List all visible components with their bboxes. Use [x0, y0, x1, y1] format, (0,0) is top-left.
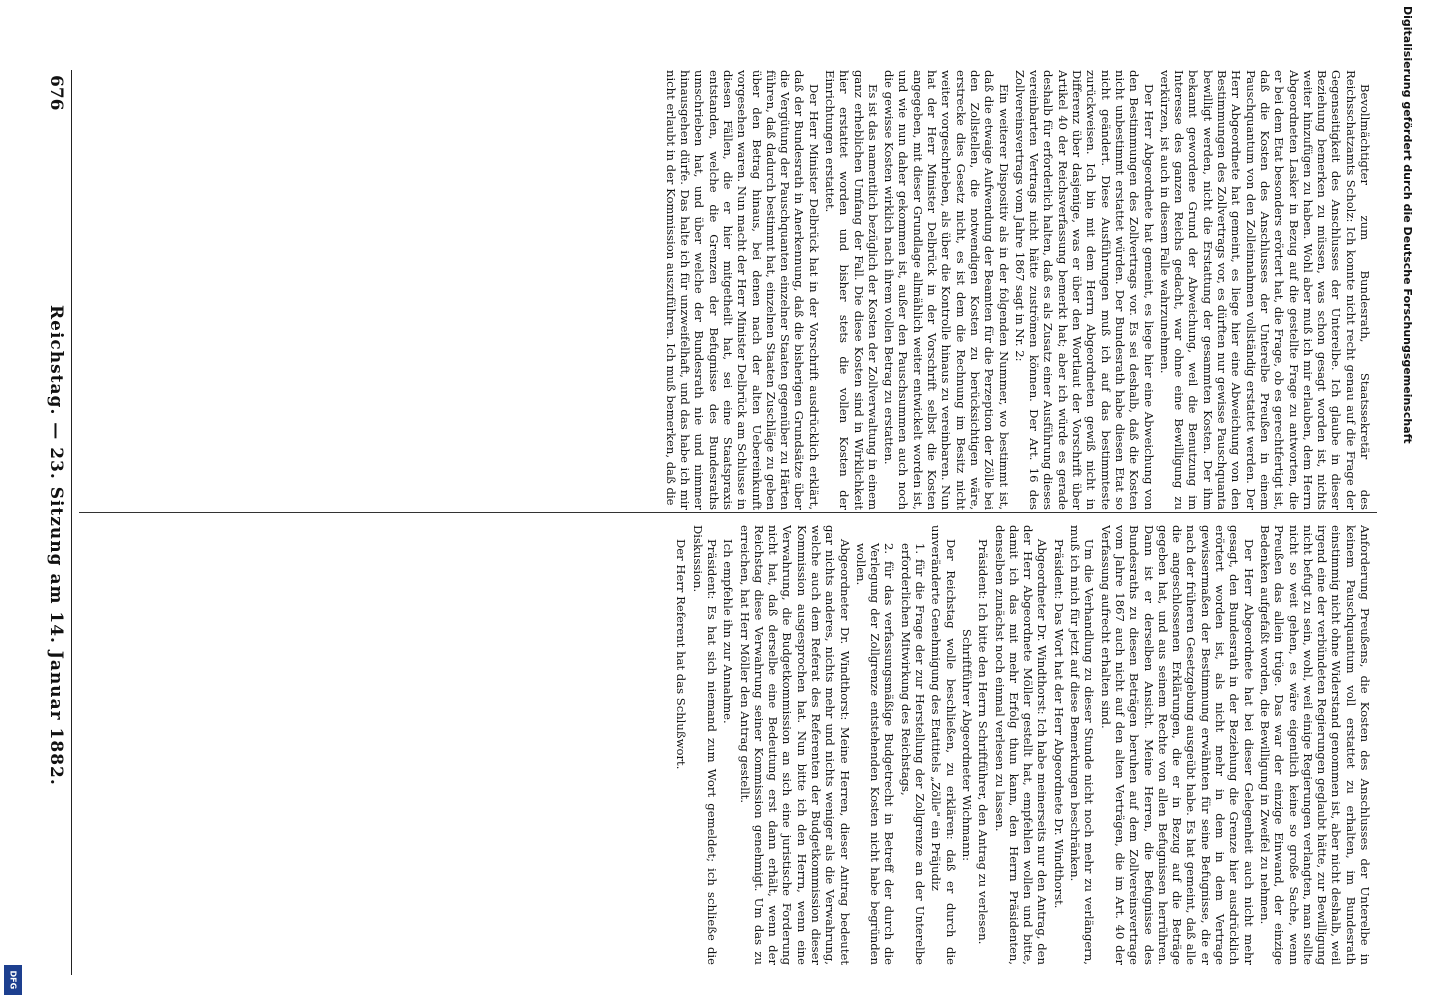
- page-number: 676: [46, 75, 66, 111]
- paragraph: Ein weiterer Dispositiv als in der folgenden Nummer, wo bestimmt ist, daß die etwaige Aufwendung der Beamten für die Perzeption der Zölle bei den Zollstellen, die notwendigen Kosten zu berücksichtigen wäre, erstrecke dies Gesetz nicht, es ist dem die Rechnung im Besitz nicht weiter vorgeschrieben, als über die Kontrolle hinaus zu vereinbaren. Nun hat der Herr Minister Delbrück in der Vorschrift selbst die Kosten angegeben, mit dieser Grundlage allmählich weiter entwickelt worden ist, und wie nun daher gekommen ist, außer den Pauschsummen auch noch die gewisse Kosten wirklich nach ihrem vollen Betrag zu erstatten.: [882, 70, 1011, 510]
- motion-item: 2. für das verfassungsmäßige Budgetrecht in Betreff der durch die Verlegung der Zollgrenze entstehenden Kosten nicht habe begründen wollen.: [853, 543, 897, 965]
- motion-item: 1. für die Frage der zur Herstellung der Zollgrenze an der Unterelbe erforderlichen Mitwirkung des Reichstags,: [898, 543, 928, 965]
- dfg-logo-text: DFG: [8, 970, 18, 990]
- paragraph: Bevollmächtigter zum Bundesrath, Staatssekretär des Reichsschatzamts Scholz: Ich konnte nicht recht genau auf die Frage der Gegenseitigkeit des Anschlusses der Unterelbe. Ich glaube in dieser Beziehung bemerken zu müssen, was schon gesagt worden ist, nichts weiter hinzufügen zu haben. Wohl aber muß ich mir erlauben, dem Herrn Abgeordneten Lasker in Bezug auf die gestellte Frage zu antworten, die er bei dem Etat besonders erörtert hat, die Frage, ob es gerechtfertigt ist, daß die Kosten des Anschlusses der Unterelbe Preußen in einem Pauschquantum von den Zolleinnahmen vollständig erstattet werden. Der Herr Abgeordnete hat gemeint, es liege hier eine Abweichung von den Bestimmungen des Zollvertrags vor, es dürften nur gewisse Pauschquanta bewilligt werden, nicht die Erstattung der gesammten Kosten. Der ihm bekannt gewordene Grund der Abweichung, weil die Benutzung im Interesse des ganzen Reichs gedacht, war ohne eine Bewilligung zu verkürzen, ist auch in diesem Falle wahrzunehmen.: [1157, 70, 1372, 510]
- speaker-paragraph: Präsident: Das Wort hat der Herr Abgeordnete Dr. Windthorst.: [1051, 539, 1066, 909]
- column-divider: [79, 512, 1377, 513]
- paragraph: Anforderung Preußens, die Kosten des Anschlusses der Unterelbe in keinem Pauschquantum voll erstattet zu erhalten, im Bundesrath einstimmig nicht ohne Widerstand genommen ist, aber nicht deshalb, weil irgend eine der verbündeten Regierungen geglaubt hätte, zur Bewilligung nicht befugt zu sein, wohl, weil einige Regierungen verlangten, man sollte nicht so weit gehen, es wäre eigentlich keine so große Sache, wenn Preußen das allein trüge. Das war der einzige Einwand, der einzige Bedenken aufgefaßt worden, die Bewilligung in Zweifel zu nehmen.: [1257, 525, 1372, 965]
- right-column: [82, 525, 1372, 965]
- paragraph: Der Herr Referent hat das Schlußwort.: [674, 539, 689, 770]
- funding-credit: Digitalisierung gefördert durch die Deutsche Forschungsgemeinschaft: [1401, 6, 1414, 444]
- digitization-footer: [1401, 6, 1430, 996]
- speaker-paragraph: Abgeordneter Dr. Windthorst: Meine Herren, dieser Antrag bedeutet gar nichts anderes, nichts mehr und nichts weniger als die Verwahrung, welche auch dem Referat des Referenten der Budgetkommission dieser Kommission ausgesprochen hat. Nun bitte ich den Herrn, wenn eine Verwahrung, die Budgetkommission an sich eine juristische Forderung nicht hat, daß derselbe eine Bedeutung erst dann erhält, wenn der Reichstag diese Verwahrung seiner Kommission genehmigt. Um das zu erreichen, hat Herr Möller den Antrag gestellt.: [737, 525, 852, 965]
- speaker-paragraph: Präsident: Es hat sich niemand zum Wort gemeldet; ich schließe die Diskussion.: [690, 525, 719, 965]
- header-rule: [71, 70, 72, 975]
- dfg-logo: [4, 965, 22, 995]
- speaker-heading: Schriftführer Abgeordneter Wichmann:: [959, 628, 974, 862]
- page-header: [36, 75, 66, 955]
- speaker-paragraph: Abgeordneter Dr. Windthorst: Ich habe meinerseits nur den Antrag, den der Herr Abgeordnete Möller gestellt hat, empfehlen wollen und bitte, damit ich das mit mehr Erfolg thun kann, den Herrn Präsidenten, denselben zunächst noch einmal verlesen zu lassen.: [992, 525, 1050, 965]
- page-title: Reichstag. — 23. Sitzung am 14. Januar 1882.: [46, 305, 66, 786]
- paragraph: Der Herr Abgeordnete hat bei dieser Gelegenheit auch nicht mehr gesagt, den Bundesrath in der Beziehung die Grenze hier ausdrücklich erörtert worden ist, als nicht mehr in dem in dem Vertrage gewissermaßen der Bestimmung erwähnten für seine Befugnisse, die er nach der früheren Gesetzgebung ausgeübt habe. Es hat gemeint, daß alle die angeschlossenen Erklärungen, die er in Bezug auf die Beträge gegeben hat, und aus seinem Rechte von allen Befugnissen herrühren. Dann ist er derselben Ansicht. Meine Herren, die Befugnisse des Bundesraths zu diesen Beträgen beruhen auf dem Zollvereinsvertrage vom Jahre 1867 auch nicht auf den alten Verträgen, die im Art. 40 der Verfassung aufrecht erhalten sind.: [1098, 525, 1256, 965]
- paragraph: Um die Verhandlung zu dieser Stunde nicht noch mehr zu verlängern, muß ich mich für jetzt auf diese Bemerkungen beschränken.: [1068, 525, 1097, 965]
- speaker-paragraph: Präsident: Ich bitte den Herrn Schriftführer, den Antrag zu verlesen.: [976, 539, 991, 945]
- paragraph: Der Herr Minister Delbrück hat in der Vorschrift ausdrücklich erklärt, daß der Bundesrath in Anerkennung, daß die bisherigen Grundsätze über die Vergütung der Pauschquanten einzelner Staaten gegenüber zu Härten führen, daß dadurch bestimmt hat, einzelnen Staaten Zuschläge zu geben über den Betrag hinaus, bei denen nach der alten Uebereinkunft vorgesehen waren. Nun macht der Herr Minister Delbrück am Schlusse in diesen Fällen, die er hier mitgetheilt hat, sei eine Staatspraxis entstanden, welche die Grenzen der Befugnisse des Bundesraths umschrieben hat, und über welche der Bundesrath nie und nimmer hinausgehen dürfe. Das halte ich für unzweifelhaft, und das habe ich mir nicht erlaubt in der Kommission auszuführen. Ich muß bemerken, daß die: [663, 70, 821, 510]
- motion-text: Der Reichstag wolle beschließen, zu erklären: daß er durch die unveränderte Genehmigung des Etattitels „Zölle" ein Präjudiz: [929, 525, 958, 965]
- left-column: [82, 70, 1372, 510]
- paragraph: Der Herr Abgeordnete hat gemeint, es liege hier eine Abweichung von den Bestimmungen des Zollvertrags vor. Es sei deshalb, daß die Kosten nicht unbestimmt erstattet würden. Der Bundesrath habe diesen Etat so nicht geändert. Diese Ausführungen muß ich auf das bestimmteste zurückweisen. Ich bin mit dem Herrn Abgeordneten gewiß nicht in Differenz über dasjenige, was er über den Wortlaut der Vorschrift über Artikel 40 der Reichsverfassung bemerkt hat; aber ich würde es gerade deshalb für erforderlich halten, daß es als Zusatz einer Ausführung dieses vereinbarten Vertrags nicht hätte zuströmen können. Der Art. 16 des Zollvereinsvertrags vom Jahre 1867 sagt in Nr. 2:: [1012, 70, 1156, 510]
- paragraph: Ich empfehle ihn zur Annahme.: [721, 539, 736, 724]
- paragraph: Es ist das namentlich bezüglich der Kosten der Zollverwaltung in einem ganz erheblichen Umfang der Fall. Die diese Kosten sind in Wirklichkeit hier erstattet worden und bisher stets die vollen Kosten der Einrichtungen erstattet.: [823, 70, 880, 510]
